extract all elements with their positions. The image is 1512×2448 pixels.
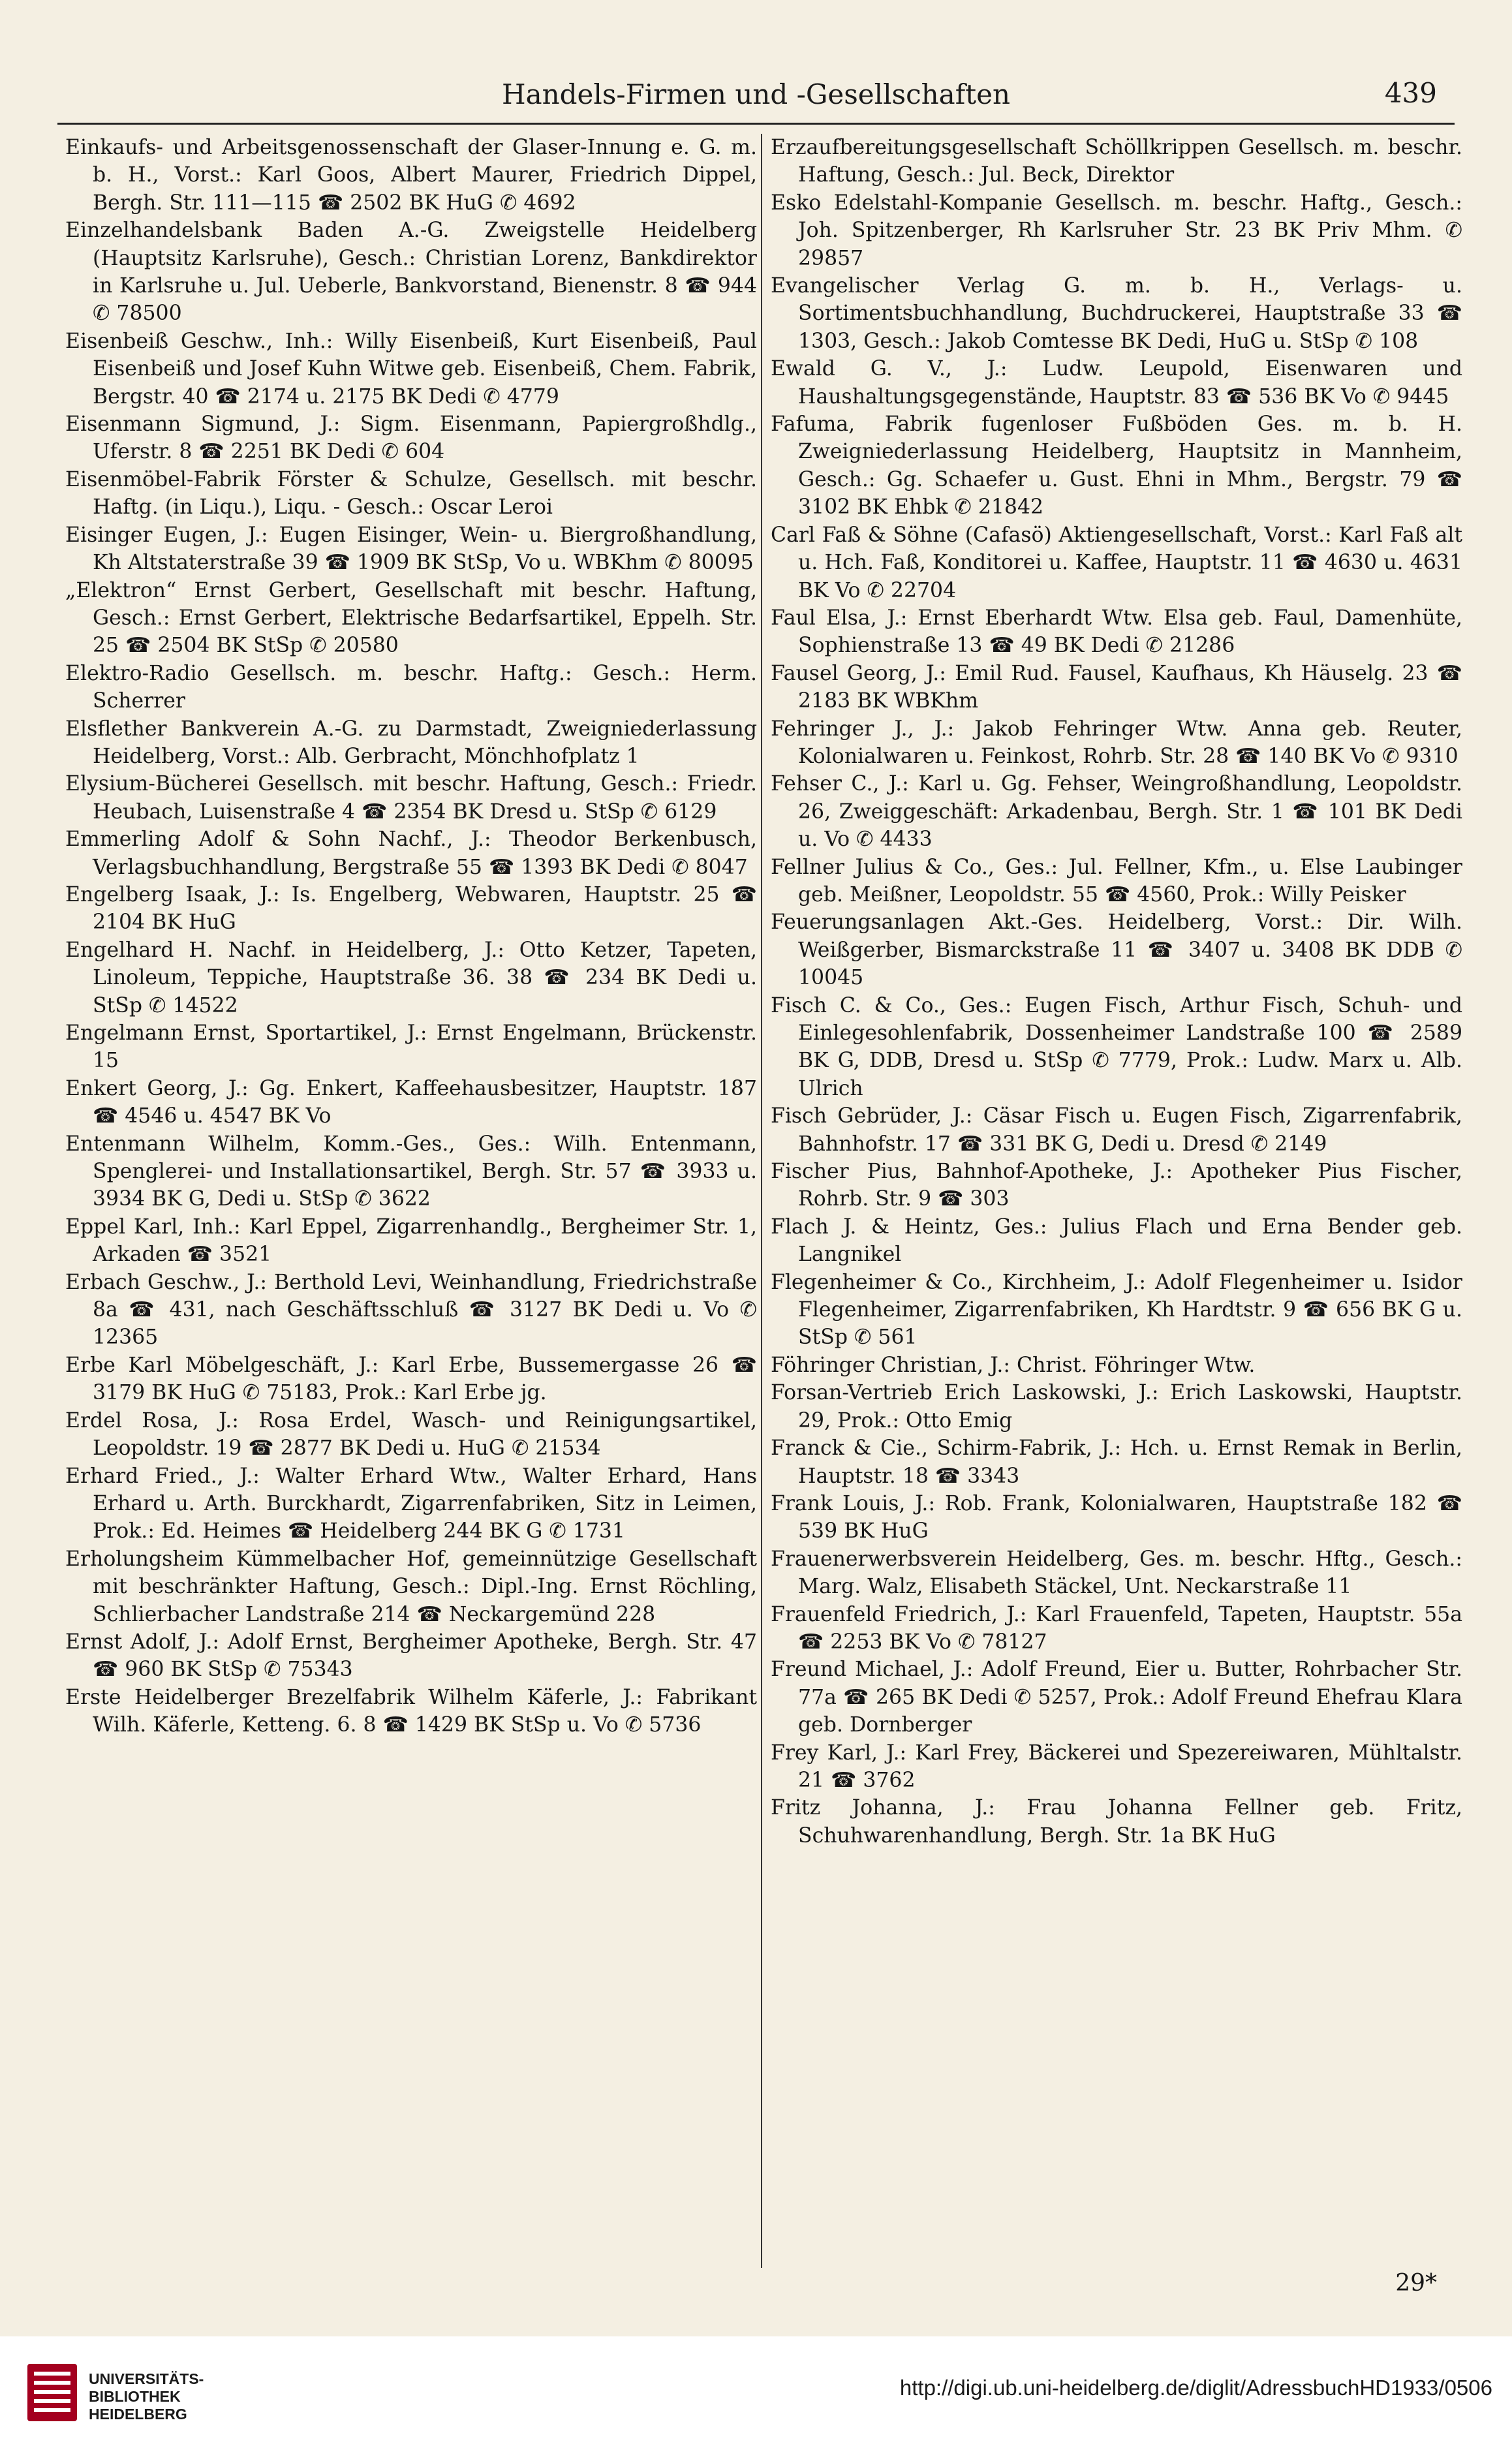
directory-entry: Frauenerwerbsverein Heidelberg, Ges. m. beschr. Hftg., Gesch.: Marg. Walz, Elisabeth Stäckel, Unt. Neckarstraße 11 <box>771 1547 1462 1599</box>
right-column <box>771 134 1462 2274</box>
directory-entry: Fausel Georg, J.: Emil Rud. Fausel, Kaufhaus, Kh Häuselg. 23 ☎ 2183 BK WBKhm <box>771 661 1462 713</box>
directory-entry: Elsflether Bankverein A.-G. zu Darmstadt, Zweigniederlassung Heidelberg, Vorst.: Alb. Gerbracht, Mönchhofplatz 1 <box>65 717 757 768</box>
directory-entry: Freund Michael, J.: Adolf Freund, Eier u. Butter, Rohrbacher Str. 77a ☎ 265 BK Dedi ✆ 5257, Prok.: Adolf Freund Ehefrau Klara geb. Dornberger <box>771 1658 1462 1737</box>
directory-entry: Engelberg Isaak, J.: Is. Engelberg, Webwaren, Hauptstr. 25 ☎ 2104 BK HuG <box>65 882 757 935</box>
directory-entry: Ewald G. V., J.: Ludw. Leupold, Eisenwaren und Haushaltungsgegenstände, Hauptstr. 83 ☎ 536 BK Vo ✆ 9445 <box>771 357 1462 409</box>
directory-entry: Frank Louis, J.: Rob. Frank, Kolonialwaren, Hauptstraße 182 ☎ 539 BK HuG <box>771 1491 1462 1543</box>
directory-entry: Eisenmann Sigmund, J.: Sigm. Eisenmann, Papiergroßhdlg., Uferstr. 8 ☎ 2251 BK Dedi ✆ 604 <box>65 412 757 464</box>
library-logo[interactable] <box>26 2363 222 2428</box>
directory-entry: Fehringer J., J.: Jakob Fehringer Wtw. Anna geb. Reuter, Kolonialwaren u. Feinkost, Rohrb. Str. 28 ☎ 140 BK Vo ✆ 9310 <box>771 717 1462 768</box>
directory-entry: Fritz Johanna, J.: Frau Johanna Fellner geb. Fritz, Schuhwarenhandlung, Bergh. Str. 1a BK HuG <box>771 1796 1462 1848</box>
directory-entry: Ernst Adolf, J.: Adolf Ernst, Bergheimer Apotheke, Bergh. Str. 47 ☎ 960 BK StSp ✆ 75343 <box>65 1630 757 1682</box>
directory-entry: Erdel Rosa, J.: Rosa Erdel, Wasch- und Reinigungsartikel, Leopoldstr. 19 ☎ 2877 BK Dedi u. HuG ✆ 21534 <box>65 1408 757 1461</box>
directory-entry: Engelhard H. Nachf. in Heidelberg, J.: Otto Ketzer, Tapeten, Linoleum, Teppiche, Hauptstraße 36. 38 ☎ 234 BK Dedi u. StSp ✆ 14522 <box>65 938 757 1017</box>
directory-entry: Flach J. & Heintz, Ges.: Julius Flach und Erna Bender geb. Langnikel <box>771 1215 1462 1267</box>
viewer-footer <box>0 2336 1512 2448</box>
directory-entry: Einkaufs- und Arbeitsgenossenschaft der Glaser-Innung e. G. m. b. H., Vorst.: Karl Goos, Albert Maurer, Friedrich Dippel, Bergh. Str. 111—115 ☎ 2502 BK HuG ✆ 4692 <box>65 136 757 215</box>
page-number: 439 <box>1384 77 1437 109</box>
left-column <box>65 134 757 2274</box>
directory-entry: Carl Faß & Söhne (Cafasö) Aktiengesellschaft, Vorst.: Karl Faß alt u. Hch. Faß, Konditorei u. Kaffee, Hauptstr. 11 ☎ 4630 u. 4631 BK Vo ✆ 22704 <box>771 523 1462 602</box>
directory-entry: Engelmann Ernst, Sportartikel, J.: Ernst Engelmann, Brückenstr. 15 <box>65 1021 757 1073</box>
library-logo-icon <box>26 2363 78 2423</box>
header-rule <box>57 123 1455 125</box>
directory-entry: Erholungsheim Kümmelbacher Hof, gemeinnützige Gesellschaft mit beschränkter Haftung, Gesch.: Dipl.-Ing. Ernst Röchling, Schlierbacher Landstraße 214 ☎ Neckargemünd 228 <box>65 1547 757 1626</box>
directory-entry: Erbach Geschw., J.: Berthold Levi, Weinhandlung, Friedrichstraße 8a ☎ 431, nach Geschäftsschluß ☎ 3127 BK Dedi u. Vo ✆ 12365 <box>65 1270 757 1350</box>
column-divider <box>761 134 762 2268</box>
directory-entry: Evangelischer Verlag G. m. b. H., Verlags- u. Sortimentsbuchhandlung, Buchdruckerei, Hauptstraße 33 ☎ 1303, Gesch.: Jakob Comtesse BK Dedi, HuG u. StSp ✆ 108 <box>771 274 1462 353</box>
directory-entry: Entenmann Wilhelm, Komm.-Ges., Ges.: Wilh. Entenmann, Spenglerei- und Installationsartikel, Bergh. Str. 57 ☎ 3933 u. 3934 BK G, Dedi u. StSp ✆ 3622 <box>65 1132 757 1211</box>
directory-entry: Feuerungsanlagen Akt.-Ges. Heidelberg, Vorst.: Dir. Wilh. Weißgerber, Bismarckstraße 11 ☎ 3407 u. 3408 BK DDB ✆ 10045 <box>771 910 1462 990</box>
directory-entry: Erste Heidelberger Brezelfabrik Wilhelm Käferle, J.: Fabrikant Wilh. Käferle, Ketteng. 6. 8 ☎ 1429 BK StSp u. Vo ✆ 5736 <box>65 1685 757 1737</box>
directory-entry: Flegenheimer & Co., Kirchheim, J.: Adolf Flegenheimer u. Isidor Flegenheimer, Zigarrenfabriken, Kh Hardtstr. 9 ☎ 656 BK G u. StSp ✆ 561 <box>771 1270 1462 1350</box>
directory-entry: „Elektron“ Ernst Gerbert, Gesellschaft mit beschr. Haftung, Gesch.: Ernst Gerbert, Elektrische Bedarfsartikel, Eppelh. Str. 25 ☎ 2504 BK StSp ✆ 20580 <box>65 578 757 658</box>
directory-entry: Fisch Gebrüder, J.: Cäsar Fisch u. Eugen Fisch, Zigarrenfabrik, Bahnhofstr. 17 ☎ 331 BK G, Dedi u. Dresd ✆ 2149 <box>771 1104 1462 1156</box>
directory-entry: Eisinger Eugen, J.: Eugen Eisinger, Wein- u. Biergroßhandlung, Kh Altstaterstraße 39 ☎ 1909 BK StSp, Vo u. WBKhm ✆ 80095 <box>65 523 757 575</box>
directory-entry: Franck & Cie., Schirm-Fabrik, J.: Hch. u. Ernst Remak in Berlin, Hauptstr. 18 ☎ 3343 <box>771 1436 1462 1488</box>
directory-entry: Frey Karl, J.: Karl Frey, Bäckerei und Spezereiwaren, Mühltalstr. 21 ☎ 3762 <box>771 1741 1462 1792</box>
directory-entry: Frauenfeld Friedrich, J.: Karl Frauenfeld, Tapeten, Hauptstr. 55a ☎ 2253 BK Vo ✆ 78127 <box>771 1602 1462 1654</box>
directory-entry: Fafuma, Fabrik fugenloser Fußböden Ges. m. b. H. Zweigniederlassung Heidelberg, Hauptsitz in Mannheim, Gesch.: Gg. Schaefer u. Gust. Ehni in Mhm., Bergstr. 79 ☎ 3102 BK Ehbk ✆ 21842 <box>771 412 1462 519</box>
directory-entry: Enkert Georg, J.: Gg. Enkert, Kaffeehausbesitzer, Hauptstr. 187 ☎ 4546 u. 4547 BK Vo <box>65 1076 757 1128</box>
page-title: Handels-Firmen und -Gesellschaften <box>501 78 1011 110</box>
directory-entry: Eisenbeiß Geschw., Inh.: Willy Eisenbeiß, Kurt Eisenbeiß, Paul Eisenbeiß und Josef Kuhn Witwe geb. Eisenbeiß, Chem. Fabrik, Bergstr. 40 ☎ 2174 u. 2175 BK Dedi ✆ 4779 <box>65 329 757 409</box>
library-logo-text <box>89 2370 204 2423</box>
directory-entry: Erbe Karl Möbelgeschäft, J.: Karl Erbe, Bussemergasse 26 ☎ 3179 BK HuG ✆ 75183, Prok.: Karl Erbe jg. <box>65 1353 757 1405</box>
directory-entry: Eppel Karl, Inh.: Karl Eppel, Zigarrenhandlg., Bergheimer Str. 1, Arkaden ☎ 3521 <box>65 1215 757 1267</box>
logo-line: BIBLIOTHEK <box>89 2388 181 2405</box>
directory-entry: Forsan-Vertrieb Erich Laskowski, J.: Erich Laskowski, Hauptstr. 29, Prok.: Otto Emig <box>771 1381 1462 1433</box>
directory-entry: Fellner Julius & Co., Ges.: Jul. Fellner, Kfm., u. Else Laubinger geb. Meißner, Leopoldstr. 55 ☎ 4560, Prok.: Willy Peisker <box>771 855 1462 906</box>
directory-entry: Erzaufbereitungsgesellschaft Schöllkrippen Gesellsch. m. beschr. Haftung, Gesch.: Jul. Beck, Direktor <box>771 136 1462 187</box>
directory-entry: Emmerling Adolf & Sohn Nachf., J.: Theodor Berkenbusch, Verlagsbuchhandlung, Bergstraße 55 ☎ 1393 BK Dedi ✆ 8047 <box>65 828 757 879</box>
source-url[interactable]: http://digi.ub.uni-heidelberg.de/diglit/AdressbuchHD1933/0506 <box>899 2376 1492 2400</box>
logo-line: UNIVERSITÄTS- <box>89 2370 204 2387</box>
directory-entry: Föhringer Christian, J.: Christ. Föhringer Wtw. <box>771 1353 1256 1377</box>
directory-entry: Esko Edelstahl-Kompanie Gesellsch. m. beschr. Haftg., Gesch.: Joh. Spitzenberger, Rh Karlsruher Str. 23 BK Priv Mhm. ✆ 29857 <box>771 191 1462 270</box>
directory-entry: Erhard Fried., J.: Walter Erhard Wtw., Walter Erhard, Hans Erhard u. Arth. Burckhardt, Zigarrenfabriken, Sitz in Leimen, Prok.: Ed. Heimes ☎ Heidelberg 244 BK G ✆ 1731 <box>65 1464 757 1543</box>
directory-entry: Faul Elsa, J.: Ernst Eberhardt Wtw. Elsa geb. Faul, Damenhüte, Sophienstraße 13 ☎ 49 BK Dedi ✆ 21286 <box>771 606 1462 658</box>
directory-entry: Elysium-Bücherei Gesellsch. mit beschr. Haftung, Gesch.: Friedr. Heubach, Luisenstraße 4 ☎ 2354 BK Dresd u. StSp ✆ 6129 <box>65 772 757 824</box>
directory-entry: Einzelhandelsbank Baden A.-G. Zweigstelle Heidelberg (Hauptsitz Karlsruhe), Gesch.: Christian Lorenz, Bankdirektor in Karlsruhe u. Jul. Ueberle, Bankvorstand, Bienenstr. 8 ☎ 944 ✆ 78500 <box>65 219 757 326</box>
directory-entry: Eisenmöbel-Fabrik Förster & Schulze, Gesellsch. mit beschr. Haftg. (in Liqu.), Liqu. - Gesch.: Oscar Leroi <box>65 467 757 519</box>
logo-line: HEIDELBERG <box>89 2406 187 2423</box>
page-signature: 29* <box>1395 2270 1437 2297</box>
directory-entry: Fehser C., J.: Karl u. Gg. Fehser, Weingroßhandlung, Leopoldstr. 26, Zweiggeschäft: Arkadenbau, Bergh. Str. 1 ☎ 101 BK Dedi u. Vo ✆ 4433 <box>771 772 1462 852</box>
directory-entry: Elektro-Radio Gesellsch. m. beschr. Haftg.: Gesch.: Herm. Scherrer <box>65 661 757 713</box>
directory-entry: Fisch C. & Co., Ges.: Eugen Fisch, Arthur Fisch, Schuh- und Einlegesohlenfabrik, Dossenheimer Landstraße 100 ☎ 2589 BK G, DDB, Dresd u. StSp ✆ 7779, Prok.: Ludw. Marx u. Alb. Ulrich <box>771 993 1462 1100</box>
directory-entry: Fischer Pius, Bahnhof-Apotheke, J.: Apotheker Pius Fischer, Rohrb. Str. 9 ☎ 303 <box>771 1160 1462 1211</box>
